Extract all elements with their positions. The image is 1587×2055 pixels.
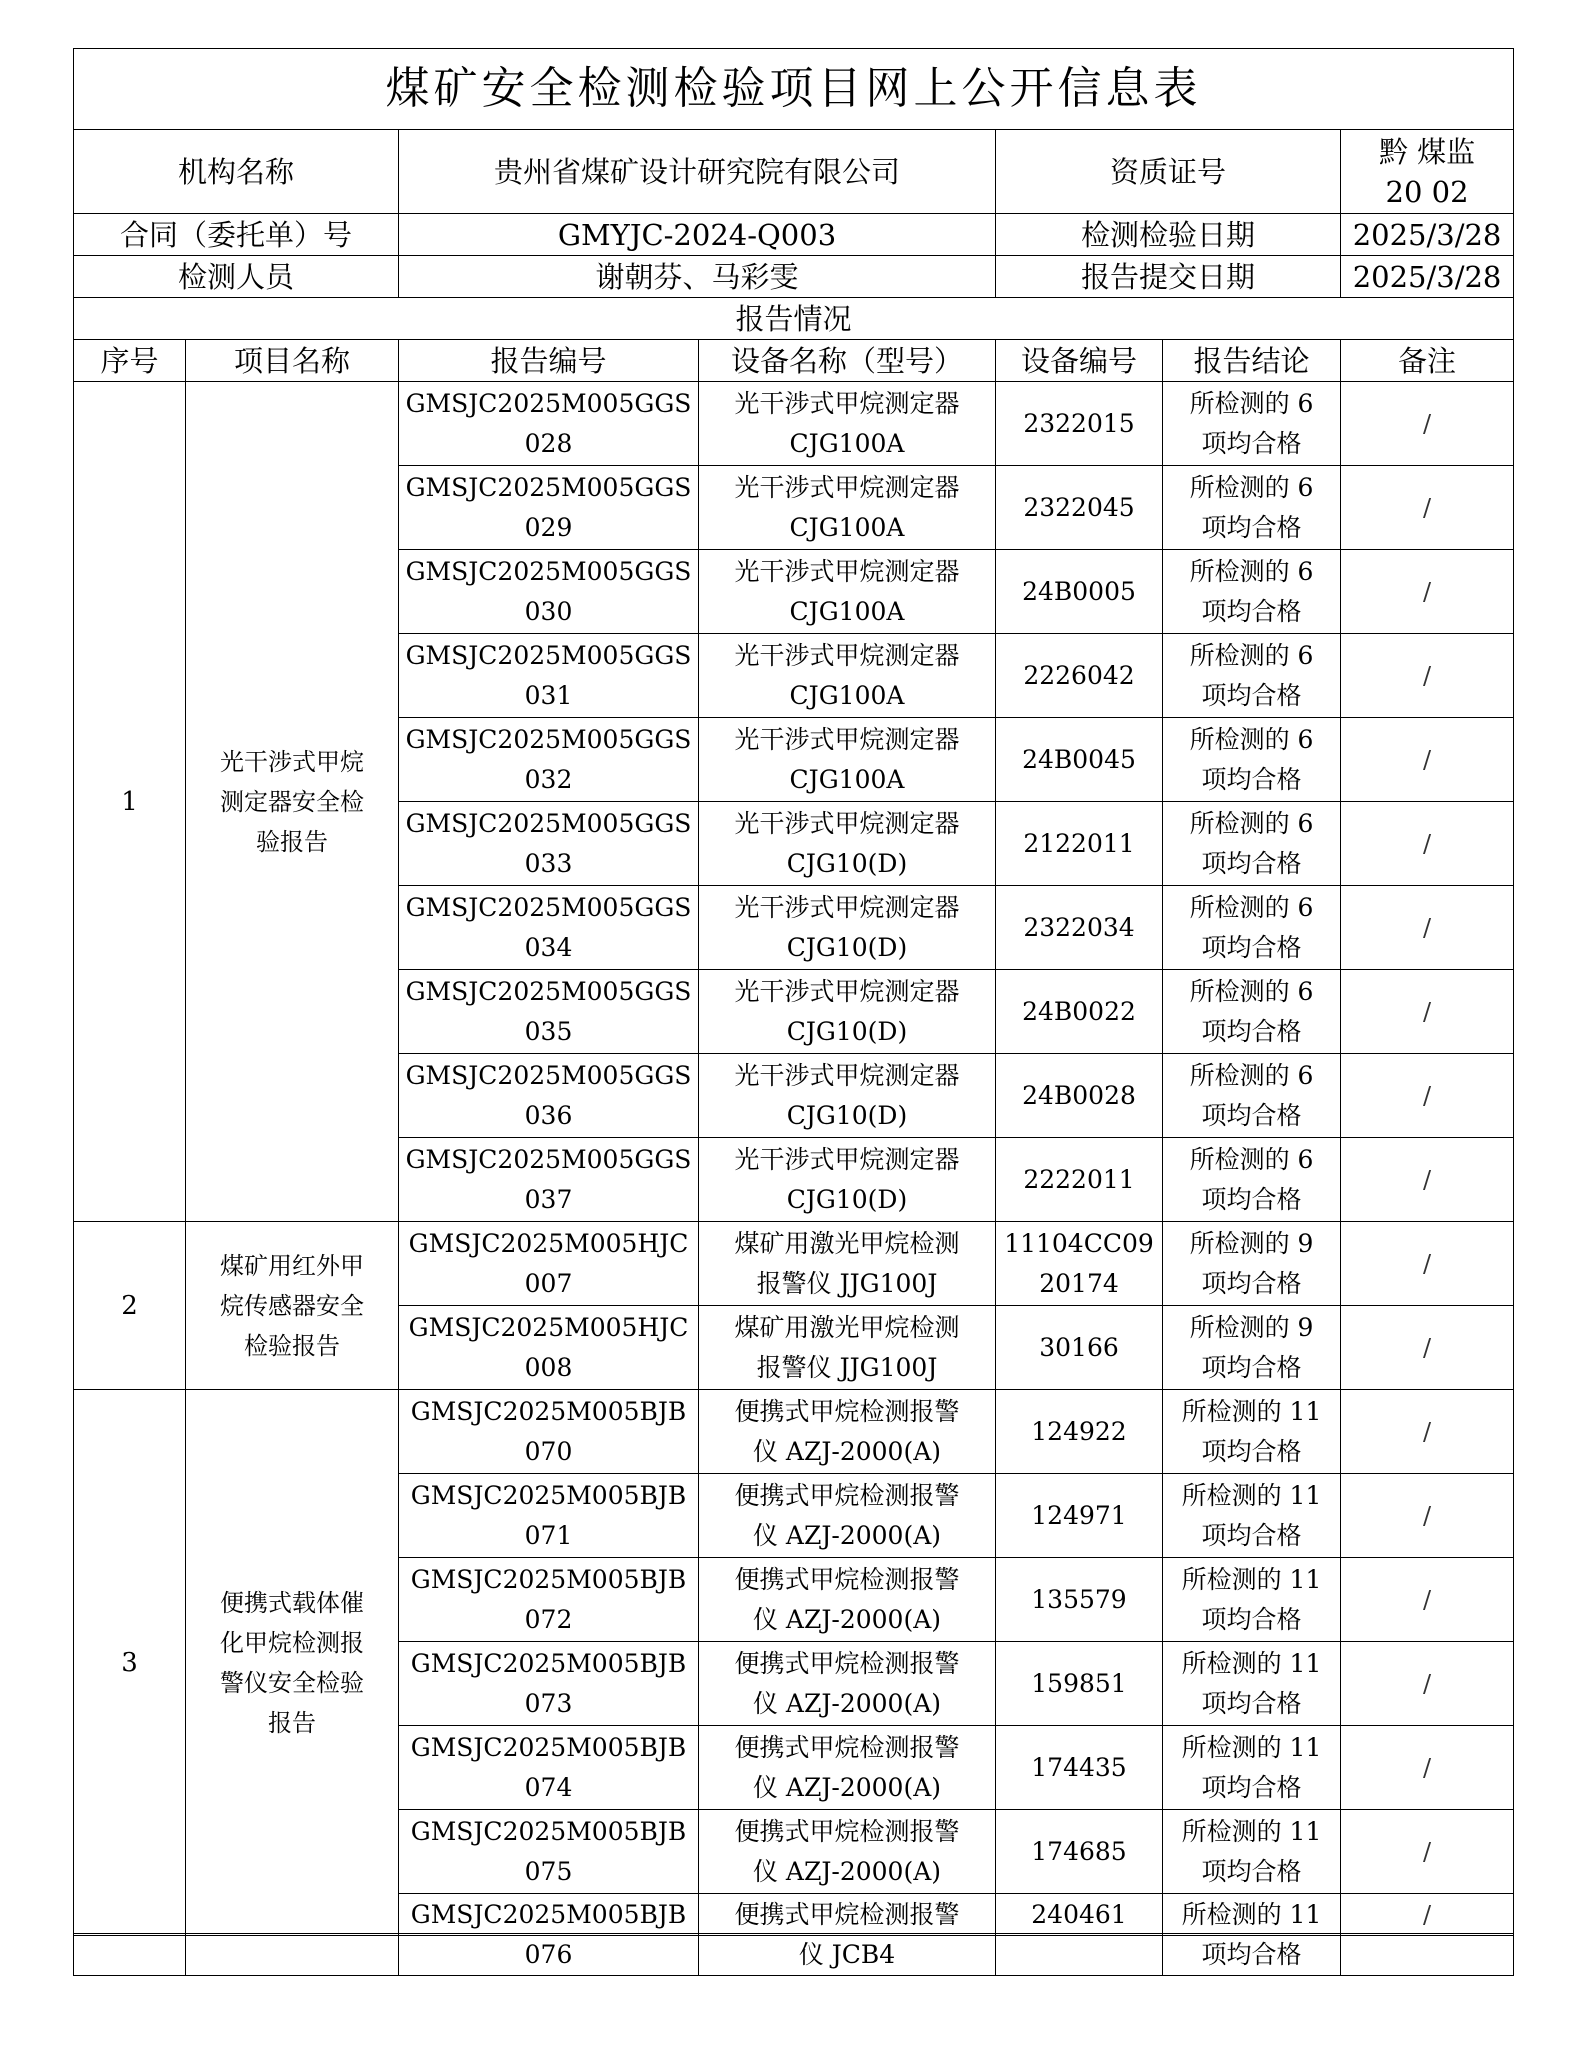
conclusion: 所检测的 6 项均合格 — [1163, 466, 1341, 550]
conclusion: 所检测的 6 项均合格 — [1163, 802, 1341, 886]
report-number: GMSJC2025M005GGS 031 — [399, 634, 699, 718]
report-number: GMSJC2025M005GGS 030 — [399, 550, 699, 634]
table-row — [74, 1934, 1514, 1976]
device-name: 光干涉式甲烷测定器 CJG10(D) — [699, 802, 996, 886]
column-header: 设备编号 — [996, 340, 1163, 382]
report-number: GMSJC2025M005GGS 034 — [399, 886, 699, 970]
device-number — [996, 1934, 1163, 1976]
remark: / — [1341, 1306, 1514, 1390]
conclusion: 所检测的 9 项均合格 — [1163, 1306, 1341, 1390]
conclusion: 所检测的 6 项均合格 — [1163, 634, 1341, 718]
remark: / — [1341, 550, 1514, 634]
device-name: 光干涉式甲烷测定器 CJG100A — [699, 718, 996, 802]
device-name: 煤矿用激光甲烷检测 报警仪 JJG100J — [699, 1222, 996, 1306]
remark: / — [1341, 1726, 1514, 1810]
device-name: 光干涉式甲烷测定器 CJG100A — [699, 382, 996, 466]
remark: / — [1341, 1810, 1514, 1894]
device-name: 仪 JCB4 — [699, 1934, 996, 1976]
submit-date-value: 2025/3/28 — [1341, 256, 1514, 298]
remark: / — [1341, 1558, 1514, 1642]
device-name: 光干涉式甲烷测定器 CJG10(D) — [699, 1138, 996, 1222]
remark: / — [1341, 1642, 1514, 1726]
table-row — [74, 1390, 1514, 1474]
contract-label: 合同（委托单）号 — [74, 214, 399, 256]
remark: / — [1341, 466, 1514, 550]
info-table — [73, 48, 1514, 1936]
device-number: 174685 — [996, 1810, 1163, 1894]
remark: / — [1341, 718, 1514, 802]
seq-cell: 2 — [74, 1222, 186, 1390]
device-number: 2322045 — [996, 466, 1163, 550]
conclusion: 所检测的 11 项均合格 — [1163, 1810, 1341, 1894]
device-number: 2122011 — [996, 802, 1163, 886]
device-number: 11104CC09 20174 — [996, 1222, 1163, 1306]
device-name: 便携式甲烷检测报警 仪 AZJ-2000(A) — [699, 1390, 996, 1474]
device-name: 煤矿用激光甲烷检测 报警仪 JJG100J — [699, 1306, 996, 1390]
remark: / — [1341, 970, 1514, 1054]
conclusion: 所检测的 6 项均合格 — [1163, 886, 1341, 970]
remark: / — [1341, 634, 1514, 718]
device-name: 光干涉式甲烷测定器 CJG100A — [699, 550, 996, 634]
report-number: GMSJC2025M005HJC 007 — [399, 1222, 699, 1306]
device-number: 2226042 — [996, 634, 1163, 718]
remark: / — [1341, 1138, 1514, 1222]
remark: / — [1341, 802, 1514, 886]
device-number: 24B0028 — [996, 1054, 1163, 1138]
column-header: 报告编号 — [399, 340, 699, 382]
section-title: 报告情况 — [74, 298, 1514, 340]
device-name: 光干涉式甲烷测定器 CJG10(D) — [699, 970, 996, 1054]
conclusion: 所检测的 11 项均合格 — [1163, 1474, 1341, 1558]
conclusion: 所检测的 6 项均合格 — [1163, 1054, 1341, 1138]
column-header: 序号 — [74, 340, 186, 382]
conclusion: 所检测的 11 项均合格 — [1163, 1558, 1341, 1642]
device-number: 2322034 — [996, 886, 1163, 970]
device-name: 便携式甲烷检测报警 仪 AZJ-2000(A) — [699, 1558, 996, 1642]
column-header: 备注 — [1341, 340, 1514, 382]
device-number: 24B0005 — [996, 550, 1163, 634]
conclusion: 所检测的 6 项均合格 — [1163, 970, 1341, 1054]
report-number: GMSJC2025M005GGS 029 — [399, 466, 699, 550]
device-name: 便携式甲烷检测报警 仪 AZJ-2000(A) — [699, 1726, 996, 1810]
conclusion: 所检测的 6 项均合格 — [1163, 718, 1341, 802]
remark: / — [1341, 1222, 1514, 1306]
conclusion: 所检测的 6 项均合格 — [1163, 550, 1341, 634]
device-number: 124922 — [996, 1390, 1163, 1474]
remark: / — [1341, 1054, 1514, 1138]
column-header-row — [74, 340, 1514, 382]
remark: / — [1341, 1894, 1514, 1936]
device-number: 174435 — [996, 1726, 1163, 1810]
remark: / — [1341, 382, 1514, 466]
personnel-label: 检测人员 — [74, 256, 399, 298]
report-number: GMSJC2025M005GGS 033 — [399, 802, 699, 886]
table-row — [74, 382, 1514, 466]
org-label: 机构名称 — [74, 130, 399, 214]
conclusion: 所检测的 9 项均合格 — [1163, 1222, 1341, 1306]
personnel-value: 谢朝芬、马彩雯 — [399, 256, 996, 298]
device-name: 便携式甲烷检测报警 — [699, 1894, 996, 1936]
device-name: 便携式甲烷检测报警 仪 AZJ-2000(A) — [699, 1642, 996, 1726]
project-cell: 光干涉式甲烷 测定器安全检 验报告 — [186, 382, 399, 1222]
conclusion: 所检测的 11 项均合格 — [1163, 1390, 1341, 1474]
table-row — [74, 1222, 1514, 1306]
org-value: 贵州省煤矿设计研究院有限公司 — [399, 130, 996, 214]
conclusion: 所检测的 6 项均合格 — [1163, 1138, 1341, 1222]
contract-value: GMYJC-2024-Q003 — [399, 214, 996, 256]
cert-label: 资质证号 — [996, 130, 1341, 214]
project-cell: 便携式载体催 化甲烷检测报 警仪安全检验 报告 — [186, 1390, 399, 1936]
conclusion: 所检测的 11 — [1163, 1894, 1341, 1936]
report-number: GMSJC2025M005BJB 075 — [399, 1810, 699, 1894]
column-header: 项目名称 — [186, 340, 399, 382]
report-number: GMSJC2025M005GGS 028 — [399, 382, 699, 466]
device-name: 光干涉式甲烷测定器 CJG10(D) — [699, 1054, 996, 1138]
device-number: 159851 — [996, 1642, 1163, 1726]
project-cell: 煤矿用红外甲 烷传感器安全 检验报告 — [186, 1222, 399, 1390]
report-number: GMSJC2025M005HJC 008 — [399, 1306, 699, 1390]
device-name: 便携式甲烷检测报警 仪 AZJ-2000(A) — [699, 1474, 996, 1558]
column-header: 设备名称（型号） — [699, 340, 996, 382]
remark: / — [1341, 886, 1514, 970]
report-number: 076 — [399, 1934, 699, 1976]
seq-cell: 3 — [74, 1390, 186, 1936]
report-number: GMSJC2025M005GGS 036 — [399, 1054, 699, 1138]
device-number: 2222011 — [996, 1138, 1163, 1222]
device-number: 24B0045 — [996, 718, 1163, 802]
report-number: GMSJC2025M005BJB 073 — [399, 1642, 699, 1726]
device-name: 光干涉式甲烷测定器 CJG100A — [699, 466, 996, 550]
column-header: 报告结论 — [1163, 340, 1341, 382]
device-number: 2322015 — [996, 382, 1163, 466]
remark: / — [1341, 1474, 1514, 1558]
report-number: GMSJC2025M005GGS 032 — [399, 718, 699, 802]
submit-date-label: 报告提交日期 — [996, 256, 1341, 298]
conclusion: 所检测的 11 项均合格 — [1163, 1642, 1341, 1726]
conclusion: 项均合格 — [1163, 1934, 1341, 1976]
device-number: 240461 — [996, 1894, 1163, 1936]
device-number: 124971 — [996, 1474, 1163, 1558]
page-title: 煤矿安全检测检验项目网上公开信息表 — [74, 49, 1514, 130]
report-number: GMSJC2025M005BJB 070 — [399, 1390, 699, 1474]
test-date-value: 2025/3/28 — [1341, 214, 1514, 256]
report-number: GMSJC2025M005GGS 035 — [399, 970, 699, 1054]
device-number: 24B0022 — [996, 970, 1163, 1054]
device-number: 135579 — [996, 1558, 1163, 1642]
continuation-table — [73, 1933, 1514, 1976]
cert-value: 黔 煤监 20 02 — [1341, 130, 1514, 214]
report-number: GMSJC2025M005BJB 074 — [399, 1726, 699, 1810]
conclusion: 所检测的 6 项均合格 — [1163, 382, 1341, 466]
device-number: 30166 — [996, 1306, 1163, 1390]
device-name: 光干涉式甲烷测定器 CJG10(D) — [699, 886, 996, 970]
seq-cell: 1 — [74, 382, 186, 1222]
remark — [1341, 1934, 1514, 1976]
conclusion: 所检测的 11 项均合格 — [1163, 1726, 1341, 1810]
device-name: 便携式甲烷检测报警 仪 AZJ-2000(A) — [699, 1810, 996, 1894]
remark: / — [1341, 1390, 1514, 1474]
report-number: GMSJC2025M005BJB 071 — [399, 1474, 699, 1558]
project-cell — [186, 1934, 399, 1976]
seq-cell — [74, 1934, 186, 1976]
device-name: 光干涉式甲烷测定器 CJG100A — [699, 634, 996, 718]
report-number: GMSJC2025M005BJB 072 — [399, 1558, 699, 1642]
report-number: GMSJC2025M005BJB — [399, 1894, 699, 1936]
report-number: GMSJC2025M005GGS 037 — [399, 1138, 699, 1222]
test-date-label: 检测检验日期 — [996, 214, 1341, 256]
